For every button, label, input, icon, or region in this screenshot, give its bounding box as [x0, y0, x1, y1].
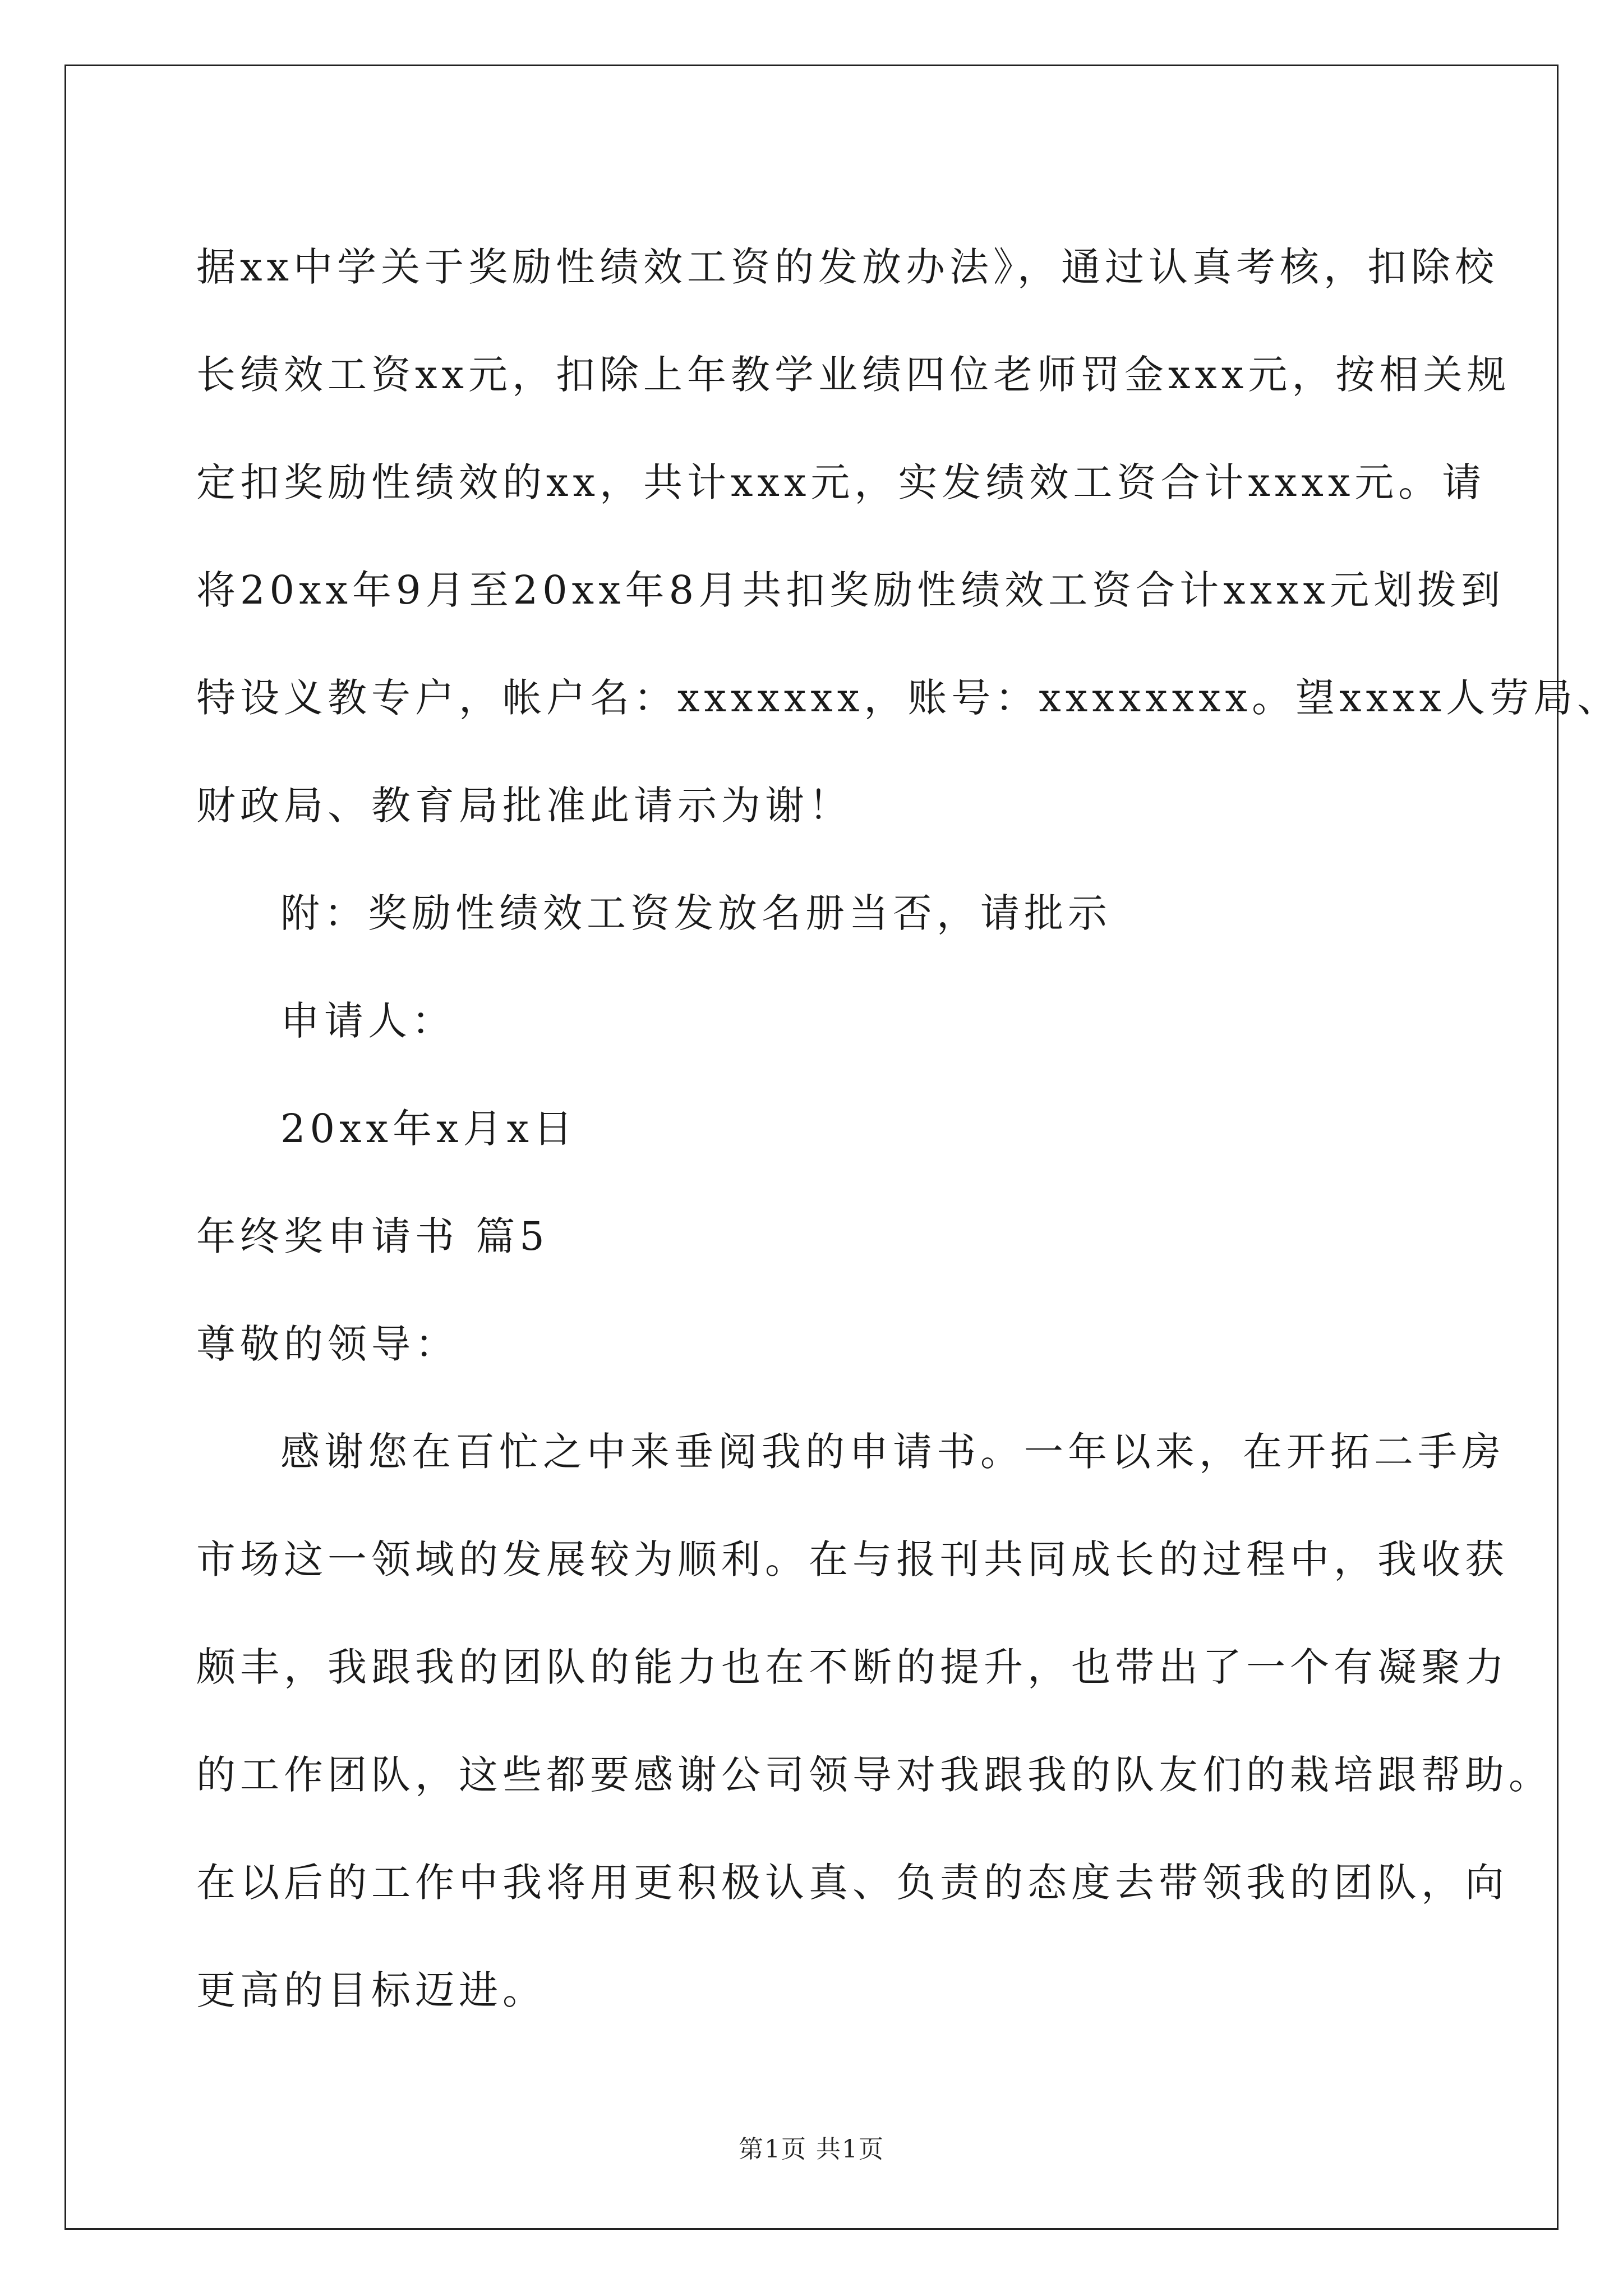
- body-line-13: 市场这一领域的发展较为顺利。在与报刊共同成长的过程中，我收获: [196, 1536, 1509, 1582]
- body-line-4: 将20xx年9月至20xx年8月共扣奖励性绩效工资合计xxxx元划拨到: [196, 567, 1505, 613]
- applicant-label: 申请人：: [280, 998, 455, 1044]
- body-line-6: 财政局、教育局批准此请示为谢！: [196, 783, 852, 829]
- document-body: [196, 213, 1621, 2044]
- salutation: 尊敬的领导：: [196, 1321, 459, 1367]
- body-line-1: 据xx中学关于奖励性绩效工资的发放办法》，通过认真考核，扣除校: [196, 244, 1498, 290]
- body-line-3: 定扣奖励性绩效的xx，共计xxx元，实发绩效工资合计xxxx元。请: [196, 459, 1486, 505]
- section-title: 年终奖申请书 篇5: [196, 1213, 549, 1259]
- body-line-5: 特设义教专户，帐户名：xxxxxxx，账号：xxxxxxxx。望xxxx人劳局、: [196, 675, 1621, 721]
- body-line-17: 更高的目标迈进。: [196, 1967, 546, 2013]
- page-number: 第1页 共1页: [739, 2135, 884, 2164]
- body-line-15: 的工作团队，这些都要感谢公司领导对我跟我的队友们的栽培跟帮助。: [196, 1752, 1552, 1798]
- attachment-note: 附：奖励性绩效工资发放名册当否，请批示: [280, 890, 1112, 936]
- body-line-2: 长绩效工资xx元，扣除上年教学业绩四位老师罚金xxx元，按相关规: [196, 352, 1511, 398]
- body-line-12: 感谢您在百忙之中来垂阅我的申请书。一年以来，在开拓二手房: [280, 1429, 1505, 1475]
- body-line-14: 颇丰，我跟我的团队的能力也在不断的提升，也带出了一个有凝聚力: [196, 1644, 1509, 1690]
- body-line-16: 在以后的工作中我将用更积极认真、负责的态度去带领我的团队，向: [196, 1860, 1509, 1906]
- date-line: 20xx年x月x日: [280, 1106, 577, 1152]
